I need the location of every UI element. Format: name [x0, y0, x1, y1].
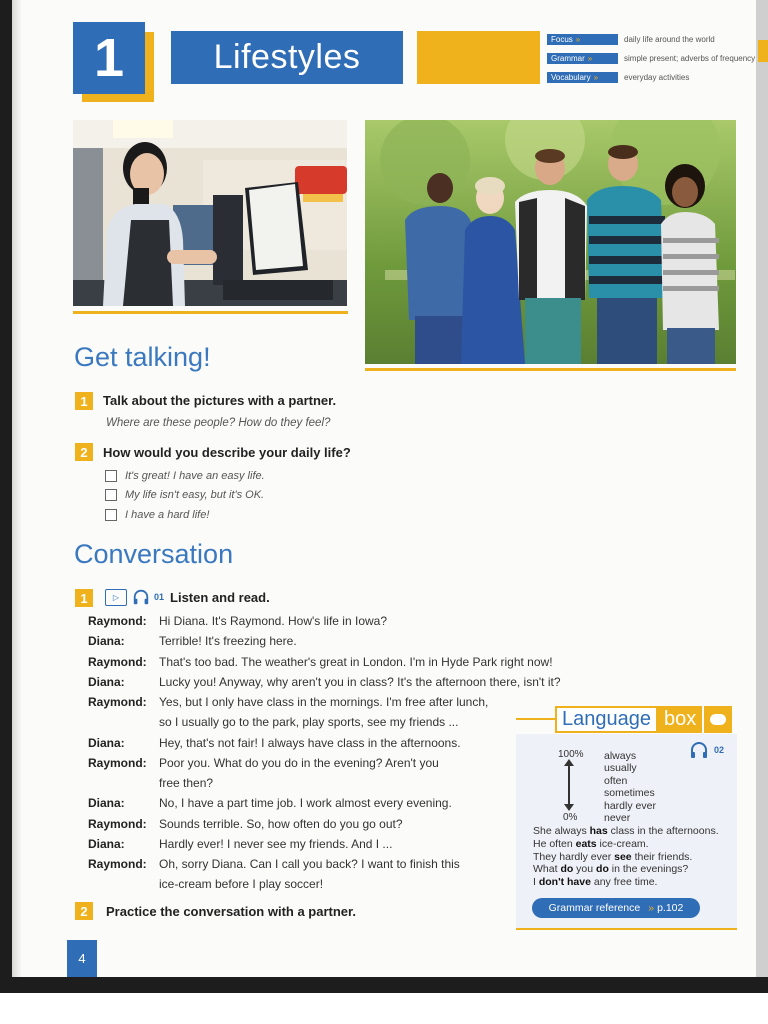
grammar-reference-button[interactable]: [532, 898, 700, 918]
frequency-arrow: [568, 765, 570, 805]
vocabulary-text: everyday activities: [624, 72, 690, 82]
adverb: always: [604, 750, 637, 762]
grammar-tag: Grammar: [551, 53, 585, 63]
checkbox[interactable]: [105, 470, 117, 482]
exercise-number: 2: [75, 443, 93, 461]
adverb: never: [604, 812, 631, 824]
example-sentence: He often eats ice-cream.: [533, 838, 649, 850]
page-edge: [756, 0, 768, 977]
exercise-number: 1: [75, 589, 93, 607]
arrow-icon: »: [587, 53, 593, 63]
exercise-number: 2: [75, 902, 93, 920]
dialogue-line: Hardly ever! I never see my friends. And I ...: [159, 837, 393, 851]
language-box-audio[interactable]: [688, 740, 724, 760]
track-number: 02: [714, 745, 725, 755]
option-row[interactable]: [105, 509, 209, 521]
focus-tag: Focus: [551, 34, 573, 44]
example-sentence: They hardly ever see their friends.: [533, 851, 693, 863]
dialogue-line: Lucky you! Anyway, why aren't you in class? It's the afternoon there, isn't it?: [159, 675, 561, 689]
photo-friends: [365, 120, 736, 364]
headphones-icon[interactable]: [132, 588, 150, 606]
section-title-conversation: Conversation: [74, 539, 234, 569]
dialogue-line: Hey, that's not fair! I always have class in the afternoons.: [159, 736, 461, 750]
dialogue-line: Poor you. What do you do in the evening? Aren't you: [159, 756, 439, 770]
speaker-name: Diana:: [88, 837, 125, 851]
speech-bubble-icon: [704, 706, 732, 733]
media-icons: [105, 588, 270, 606]
dialogue-line: Yes, but I only have class in the mornings. I'm free after lunch,: [159, 695, 489, 709]
adverb: sometimes: [604, 787, 655, 799]
photo-cashier: [73, 120, 347, 306]
language-box-rule: [516, 718, 556, 720]
speaker-name: Diana:: [88, 796, 125, 810]
dialogue-line: ice-cream before I play soccer!: [159, 877, 324, 891]
header-accent-bar: [417, 31, 540, 84]
speaker-name: Raymond:: [88, 655, 147, 669]
vocabulary-row: [547, 71, 689, 83]
video-icon[interactable]: ▷: [105, 589, 127, 606]
checkbox[interactable]: [105, 509, 117, 521]
textbook-page: [12, 0, 756, 977]
speaker-name: Diana:: [88, 736, 125, 750]
speaker-name: Diana:: [88, 675, 125, 689]
arrow-icon: »: [593, 72, 599, 82]
language-box-title-b: box: [658, 706, 702, 733]
option-label: I have a hard life!: [125, 509, 210, 521]
dialogue-line: No, I have a part time job. I work almost every evening.: [159, 796, 452, 810]
option-row[interactable]: [105, 470, 265, 482]
option-label: My life isn't easy, but it's OK.: [125, 489, 265, 501]
language-box-title-a: Language: [555, 706, 658, 733]
frequency-low: 0%: [563, 812, 578, 823]
dialogue-line: Terrible! It's freezing here.: [159, 634, 297, 648]
option-row[interactable]: [105, 489, 264, 501]
page-gutter-shadow: [12, 0, 22, 977]
unit-number: 1: [73, 22, 145, 94]
vocabulary-tag: Vocabulary: [551, 72, 591, 82]
track-number: 01: [154, 592, 165, 602]
dialogue-line: Sounds terrible. So, how often do you go out?: [159, 817, 403, 831]
photo-underline: [365, 368, 736, 371]
headphones-icon[interactable]: [688, 740, 710, 760]
exercise-instruction: Practice the conversation with a partner.: [106, 904, 356, 919]
bottom-strip: [0, 993, 768, 1024]
language-box-title: [555, 706, 732, 733]
arrow-icon: »: [575, 34, 581, 44]
dialogue-line: Oh, sorry Diana. Can I call you back? I want to finish this: [159, 857, 460, 871]
grammar-row: [547, 52, 755, 64]
grammar-reference-label: Grammar reference: [548, 902, 641, 914]
focus-row: [547, 33, 715, 45]
dialogue-line: so I usually go to the park, play sports, see my friends ...: [159, 715, 459, 729]
example-sentence: What do you do in the evenings?: [533, 863, 689, 875]
language-box-rule: [516, 928, 737, 930]
arrow-icon: »: [648, 902, 655, 914]
example-sentence: She always has class in the afternoons.: [533, 825, 719, 837]
speaker-name: Raymond:: [88, 614, 147, 628]
speaker-name: Raymond:: [88, 817, 147, 831]
exercise-number: 1: [75, 392, 93, 410]
unit-title: Lifestyles: [171, 31, 403, 84]
exercise-instruction: Talk about the pictures with a partner.: [103, 393, 337, 408]
speaker-name: Diana:: [88, 634, 125, 648]
speaker-name: Raymond:: [88, 756, 147, 770]
grammar-reference-page: p.102: [657, 902, 684, 914]
grammar-text: simple present; adverbs of frequency: [624, 53, 756, 63]
dialogue-line: That's too bad. The weather's great in London. I'm in Hyde Park right now!: [159, 655, 553, 669]
page-tab-marker: [758, 40, 768, 62]
adverb: usually: [604, 762, 637, 774]
section-title-get-talking: Get talking!: [74, 342, 211, 372]
dialogue-line: Hi Diana. It's Raymond. How's life in Iowa?: [159, 614, 388, 628]
dialogue-line: free then?: [159, 776, 214, 790]
example-sentence: I don't have any free time.: [533, 876, 658, 888]
photo-underline: [73, 311, 348, 314]
page-number: 4: [67, 940, 97, 977]
speaker-name: Raymond:: [88, 695, 147, 709]
frequency-high: 100%: [558, 749, 584, 760]
adverb: hardly ever: [604, 800, 656, 812]
adverb: often: [604, 775, 628, 787]
focus-text: daily life around the world: [624, 34, 715, 44]
checkbox[interactable]: [105, 489, 117, 501]
option-label: It's great! I have an easy life.: [125, 470, 265, 482]
exercise-instruction: Listen and read.: [170, 589, 270, 605]
exercise-subquestion: Where are these people? How do they feel?: [106, 417, 331, 429]
exercise-instruction: How would you describe your daily life?: [103, 445, 351, 460]
speaker-name: Raymond:: [88, 857, 147, 871]
